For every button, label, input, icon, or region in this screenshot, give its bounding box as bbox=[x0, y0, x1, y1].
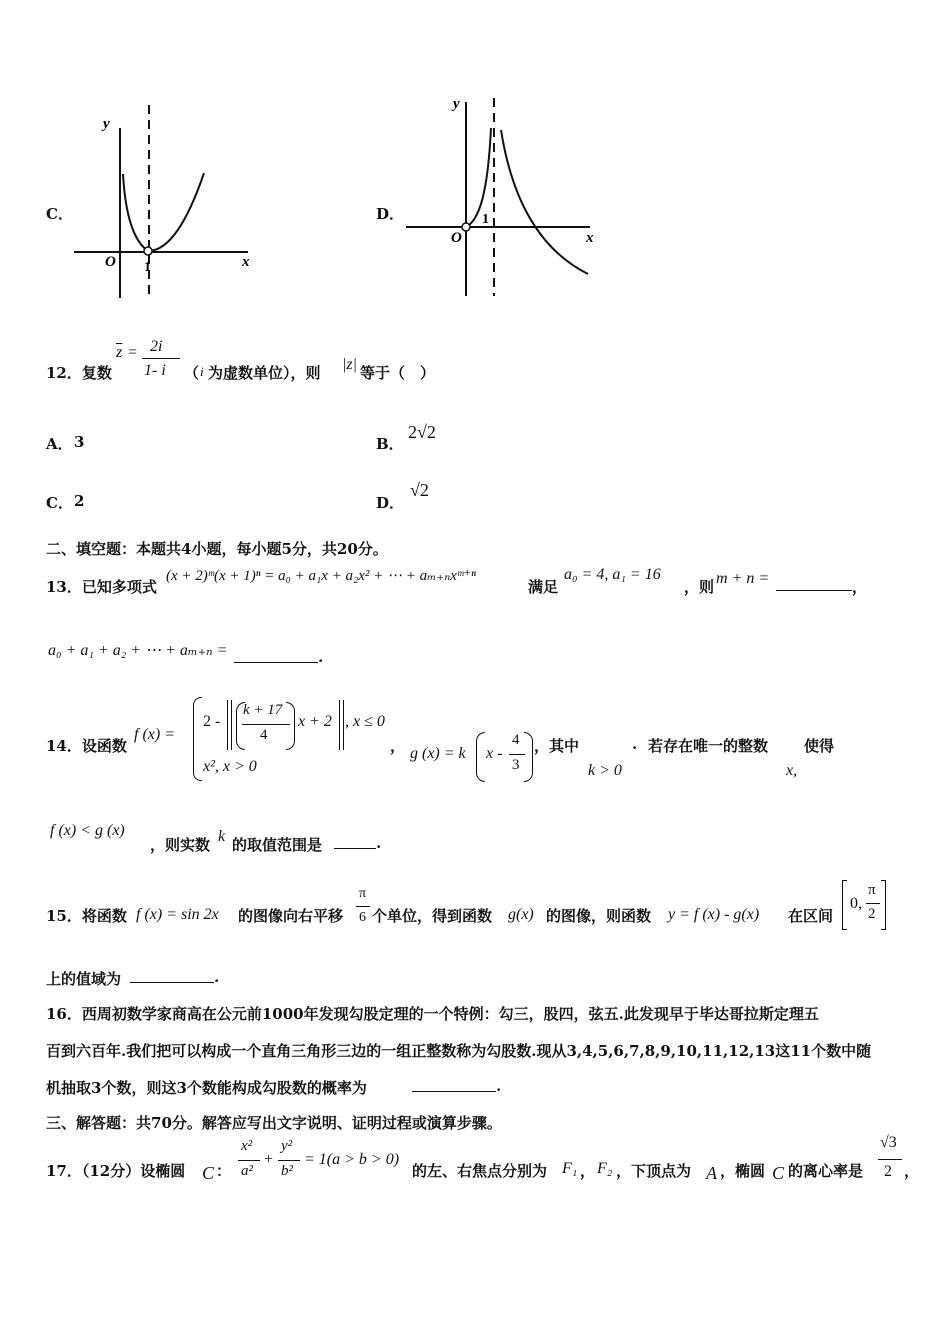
q16-line2: 百到六百年.我们把可以构成一个直角三角形三边的一组正整数称为勾股数.现从3,4,5,6,7,8,9,10,11,12,13这11个数中随 bbox=[46, 1042, 872, 1060]
q15-bracket-left bbox=[842, 880, 847, 930]
q14-case1-cond: , x ≤ 0 bbox=[345, 713, 385, 730]
section-2-heading: 二、填空题：本题共4小题，每小题5分，共20分。 bbox=[46, 540, 388, 558]
q15-f: f (x) = sin 2x bbox=[136, 906, 219, 923]
q14-case2: x², x > 0 bbox=[203, 758, 257, 775]
q14-frac-den: 4 bbox=[260, 727, 268, 743]
q15-pi-den: 6 bbox=[359, 910, 366, 925]
q14-g-frac-den: 3 bbox=[512, 757, 520, 773]
q17-b2: b² bbox=[281, 1163, 293, 1179]
q13-blank-2[interactable] bbox=[234, 648, 318, 663]
q12-frac-num: 2i bbox=[150, 338, 163, 355]
q14-ineq: f (x) < g (x) bbox=[50, 822, 125, 839]
q17-c2: C bbox=[772, 1163, 785, 1183]
q17-t2: ，下顶点为 bbox=[616, 1162, 692, 1180]
q17-sep: ， bbox=[580, 1162, 596, 1180]
q12-option-b-label: B． bbox=[376, 435, 404, 453]
q16-line3: 机抽取3个数，则这3个数能构成勾股数的概率为 bbox=[46, 1079, 367, 1097]
q17-plus: + bbox=[264, 1151, 274, 1168]
q15-g: g(x) bbox=[508, 906, 534, 923]
q14-brace bbox=[193, 697, 202, 781]
q17-e-den: 2 bbox=[884, 1163, 892, 1180]
section-3-heading: 三、解答题：共70分。解答应写出文字说明、证明过程或演算步骤。 bbox=[46, 1114, 502, 1132]
q14-frac-num: k + 17 bbox=[243, 702, 283, 718]
q16-period: . bbox=[496, 1077, 502, 1095]
q12-option-b-value: 2√2 bbox=[408, 422, 436, 442]
q16-line1: 16．西周初数学家商高在公元前1000年发现勾股定理的一个特例：勾三，股四，弦五.此发现早于毕达哥拉斯定理五 bbox=[46, 1005, 819, 1023]
q15-t4: 在区间 bbox=[788, 907, 834, 925]
q14-blank[interactable] bbox=[334, 834, 376, 849]
q13-blank-1[interactable] bbox=[776, 576, 852, 591]
q12-zbar: $\overline{z}$ bbox=[116, 344, 123, 361]
q14-tail-a: ，则实数 bbox=[150, 836, 211, 854]
q14-g-paren-left bbox=[476, 732, 485, 782]
curve-right bbox=[501, 130, 588, 274]
q12-option-d-label: D． bbox=[376, 494, 405, 512]
q17-f2: F₂ bbox=[597, 1160, 613, 1177]
q14-kcond: k > 0 bbox=[588, 762, 622, 779]
q12-option-a-label: A． bbox=[46, 435, 73, 453]
q16-blank[interactable] bbox=[412, 1077, 496, 1092]
q14-paren-right bbox=[286, 702, 295, 750]
q14-xvar: x, bbox=[786, 762, 798, 779]
q17-f1: F₁ bbox=[562, 1160, 578, 1177]
q15-y: y = f (x) - g(x) bbox=[668, 906, 760, 923]
q14-dot: . bbox=[632, 735, 638, 753]
q12-tail: 等于（ ） bbox=[360, 364, 436, 382]
q13-cond: a₀ = 4, a₁ = 16 bbox=[564, 566, 661, 583]
y-label: y bbox=[453, 96, 460, 112]
q13-period: . bbox=[318, 648, 324, 666]
q15-bracket-right bbox=[881, 880, 886, 930]
q17-e-num: √3 bbox=[880, 1134, 897, 1151]
q14-mid: ，其中 bbox=[534, 737, 580, 755]
q17-a2: a² bbox=[241, 1163, 253, 1179]
one-label: 1 bbox=[482, 212, 489, 227]
q15-int-num: π bbox=[868, 882, 876, 898]
q17-t4: 的离心率是 bbox=[788, 1162, 864, 1180]
q13-number: 13．已知多项式 bbox=[46, 578, 157, 596]
q15-t1: 的图像向右平移 bbox=[238, 907, 344, 925]
q13-poly: (x + 2)ᵐ(x + 1)ⁿ = a₀ + a₁x + a₂x² + ⋯ + aₘ₊ₙxᵐ⁺ⁿ bbox=[166, 568, 476, 584]
q15-blank[interactable] bbox=[130, 968, 214, 983]
q13-then: ，则 bbox=[684, 578, 715, 596]
q17-eq: = 1(a > b > 0) bbox=[304, 1151, 400, 1168]
q14-gx: g (x) = k bbox=[410, 745, 466, 762]
q12-number: 12．复数 bbox=[46, 364, 112, 382]
q17-t1: 的左、右焦点分别为 bbox=[412, 1162, 548, 1180]
q15-number: 15．将函数 bbox=[46, 907, 127, 925]
x-label: x bbox=[242, 254, 250, 270]
q12-paren: （ bbox=[184, 364, 200, 382]
q17-x2: x² bbox=[241, 1138, 253, 1154]
q15-t2: 个单位，得到函数 bbox=[372, 907, 493, 925]
q14-number: 14．设函数 bbox=[46, 737, 127, 755]
q17-tail: ， bbox=[904, 1162, 920, 1180]
q12-option-a-value: 3 bbox=[74, 433, 85, 451]
q13-comma: ， bbox=[852, 578, 868, 596]
q14-tail-b: 的取值范围是 bbox=[232, 836, 323, 854]
q12-option-d-value: √2 bbox=[410, 480, 429, 500]
q15-line2: 上的值域为 bbox=[46, 970, 122, 988]
q14-gx-in: x - bbox=[486, 745, 503, 762]
q13-sum: a₀ + a₁ + a₂ + ⋯ + aₘ₊ₙ = bbox=[48, 642, 228, 659]
graph-c bbox=[70, 100, 270, 300]
one-label: 1 bbox=[144, 260, 151, 275]
q14-case1-b: x + 2 bbox=[298, 713, 332, 730]
q15-int-den: 2 bbox=[868, 906, 876, 922]
q14-fx: f (x) = bbox=[134, 726, 175, 743]
q14-shide: 使得 bbox=[804, 737, 835, 755]
q15-t3: 的图像，则函数 bbox=[546, 907, 652, 925]
q14-abs-left bbox=[227, 700, 232, 750]
q14-case1-a: 2 - bbox=[203, 713, 221, 730]
q13-mn: m + n = bbox=[716, 570, 770, 587]
q12-unit-text: 为虚数单位），则 bbox=[208, 364, 321, 382]
q12-option-c-label: C． bbox=[46, 494, 73, 512]
curve-right bbox=[149, 173, 204, 251]
origin-label: O bbox=[451, 230, 462, 246]
q13-mid: 满足 bbox=[528, 578, 559, 596]
hollow-point bbox=[462, 223, 470, 231]
q12-i: i bbox=[200, 364, 204, 379]
q17-y2: y² bbox=[281, 1138, 293, 1154]
q14-exist: 若存在唯一的整数 bbox=[648, 737, 769, 755]
q14-abs-right bbox=[339, 700, 344, 750]
q12-abs-z: |z| bbox=[342, 356, 358, 373]
option-c-label: C． bbox=[46, 205, 73, 223]
q15-int-a: 0, bbox=[850, 895, 862, 912]
q15-pi-num: π bbox=[359, 886, 367, 901]
q17-t3: ，椭圆 bbox=[720, 1162, 766, 1180]
q14-kvar: k bbox=[218, 828, 226, 845]
q15-period: . bbox=[214, 968, 220, 986]
q17-c: C bbox=[202, 1163, 215, 1183]
q12-frac-den: 1- i bbox=[144, 362, 166, 379]
q14-comma: ， bbox=[390, 737, 406, 755]
x-label: x bbox=[586, 230, 594, 246]
origin-label: O bbox=[105, 254, 116, 270]
q12-option-c-value: 2 bbox=[74, 492, 85, 510]
q17-number: 17．（12分）设椭圆 bbox=[46, 1162, 186, 1180]
q14-g-frac-num: 4 bbox=[512, 732, 520, 748]
option-d-label: D． bbox=[376, 205, 405, 223]
y-label: y bbox=[103, 116, 110, 132]
q17-a: A bbox=[706, 1163, 717, 1183]
curve-left bbox=[123, 174, 148, 251]
q17-colon: ： bbox=[216, 1162, 232, 1180]
q14-period: . bbox=[376, 834, 382, 852]
graph-d bbox=[400, 90, 610, 300]
q14-g-paren-right bbox=[524, 732, 533, 782]
hollow-point bbox=[144, 247, 152, 255]
